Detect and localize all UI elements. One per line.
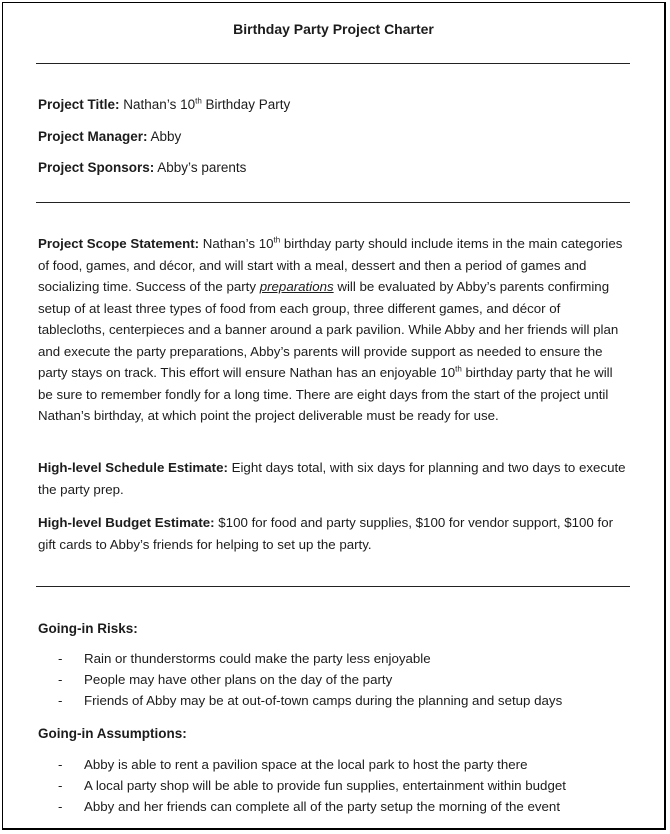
project-sponsors-field <box>38 158 246 178</box>
scope-text: birthday party should include items in the main categories of food, games, and décor, and will start with a meal, dessert and then a period of games and socializing time. Success of the party <box>38 236 623 294</box>
project-title-value-end: Birthday Party <box>201 97 291 112</box>
scope-statement <box>38 233 630 427</box>
charter-page <box>2 2 666 830</box>
list-item: - A local party shop will be able to provide fun supplies, entertainment within budget <box>58 775 566 796</box>
list-item: - Abby and her friends can complete all of the party setup the morning of the event <box>58 796 566 817</box>
divider <box>36 586 630 587</box>
divider <box>36 63 630 64</box>
assumptions-heading: Going-in Assumptions: <box>38 726 187 741</box>
project-title-value: Nathan’s 10 <box>119 97 196 112</box>
divider <box>36 202 630 203</box>
budget-label: High-level Budget Estimate: <box>38 515 215 530</box>
project-title-label: Project Title: <box>38 97 120 112</box>
list-item: - Friends of Abby may be at out-of-town camps during the planning and setup days <box>58 690 562 711</box>
budget-estimate <box>38 512 630 555</box>
ordinal-suffix: th <box>455 364 462 374</box>
scope-text: Nathan’s 10 <box>199 236 274 251</box>
risks-list <box>58 648 562 712</box>
project-manager-label: Project Manager: <box>38 129 148 144</box>
project-manager-value: Abby <box>147 129 182 144</box>
ordinal-suffix: th <box>273 235 281 245</box>
project-manager-field <box>38 127 181 147</box>
project-sponsors-value: Abby’s parents <box>154 160 247 175</box>
list-item: - Rain or thunderstorms could make the party less enjoyable <box>58 648 562 669</box>
scope-emphasis: preparations <box>259 279 334 294</box>
scope-text: birthday party that he will be sure to remember fondly for a long time. There are eight days from the start of the project until Nathan’s birthday, at which point the project deliverable must be ready for use. <box>38 365 613 423</box>
budget-text: $100 for food and party supplies, $100 for vendor support, $100 for gift cards to Abby’s friends for helping to set up the party. <box>38 515 614 552</box>
scope-text: will be evaluated by Abby’s parents confirming setup of at least three types of food from each group, three different games, and décor of tablecloths, centerpieces and a banner around a park pavilion. While Abby and her friends will plan and execute the party preparations, Abby’s parents will provide support as needed to ensure the party stays on track. This effort will ensure Nathan has an enjoyable 10 <box>38 279 619 380</box>
risks-heading: Going-in Risks: <box>38 621 138 636</box>
project-title-field <box>38 95 290 115</box>
schedule-text: Eight days total, with six days for planning and two days to execute the party prep. <box>38 460 626 497</box>
schedule-estimate <box>38 457 630 500</box>
scope-label: Project Scope Statement: <box>38 236 200 251</box>
ordinal-suffix: th <box>195 96 202 106</box>
document-title: Birthday Party Project Charter <box>233 21 434 37</box>
assumptions-list <box>58 754 566 818</box>
list-item: - People may have other plans on the day of the party <box>58 669 562 690</box>
list-item: - Abby is able to rent a pavilion space at the local park to host the party there <box>58 754 566 775</box>
schedule-label: High-level Schedule Estimate: <box>38 460 228 475</box>
project-sponsors-label: Project Sponsors: <box>38 160 155 175</box>
